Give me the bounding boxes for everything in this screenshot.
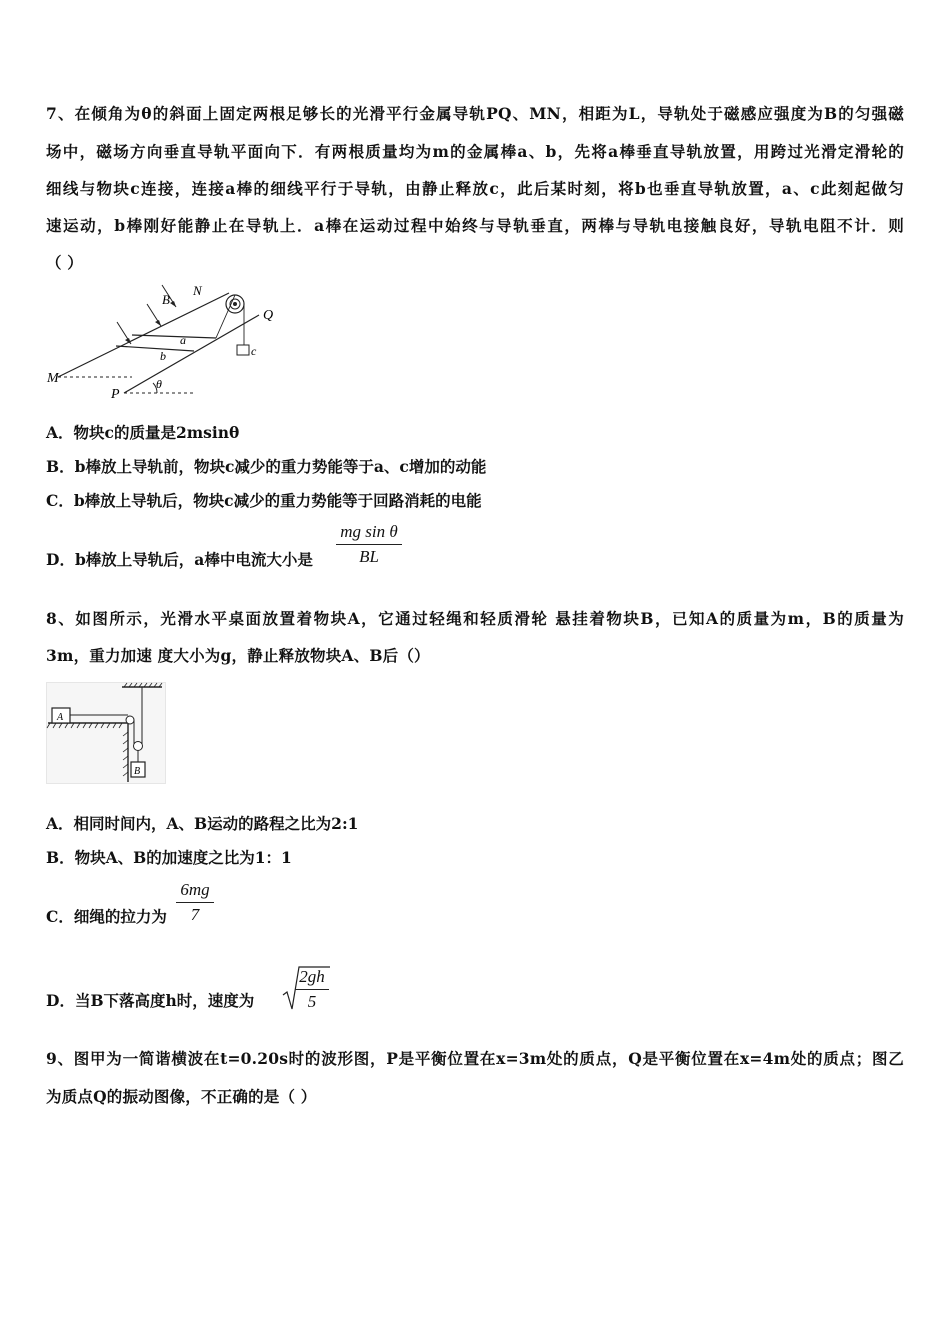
q8-option-c-fraction	[176, 880, 214, 925]
fraction-numerator: 2gh	[299, 967, 325, 986]
fraction-denominator: BL	[359, 547, 379, 566]
q9-line-1: 9、图甲为一简谐横波在t=0.20s时的波形图，P是平衡位置在x=3m处的质点，Q是平衡位置在x=4m处的质点；图乙	[46, 1049, 904, 1068]
q7-line-4: 速运动，b棒刚好能静止在导轨上．a棒在运动过程中始终与导轨垂直，两棒与导轨电接触良好，导轨电阻不计．则	[46, 216, 904, 235]
q8-option-b: B．物块A、B的加速度之比为1：1	[46, 848, 292, 867]
q7-line-2: 场中，磁场方向垂直导轨平面向下．有两根质量均为m的金属棒a、b，先将a棒垂直导轨放置，用跨过光滑定滑轮的	[46, 142, 904, 161]
label-b: b	[160, 349, 166, 363]
q8-option-d: D．当B下落高度h时，速度为	[46, 991, 255, 1010]
label-block-b: B	[134, 766, 141, 777]
q7-option-d: D．b棒放上导轨后，a棒中电流大小是	[46, 550, 313, 569]
fraction-denominator: 7	[190, 905, 200, 924]
q7-option-d-fraction	[336, 522, 402, 567]
q7-figure-rails-diagram	[44, 282, 294, 404]
label-theta: θ	[156, 377, 162, 391]
label-a: a	[180, 333, 186, 347]
q9-line-2: 为质点Q的振动图像，不正确的是（ ）	[46, 1087, 317, 1106]
label-N: N	[193, 283, 202, 298]
label-Q: Q	[263, 308, 274, 323]
q7-option-c: C．b棒放上导轨后，物块c减少的重力势能等于回路消耗的电能	[46, 491, 482, 510]
q8-option-d-fraction	[295, 967, 329, 1012]
q8-line-2: 3m，重力加速 度大小为g，静止释放物块A、B后（）	[46, 646, 430, 665]
q7-line-3: 细线与物块c连接，连接a棒的细线平行于导轨，由静止释放c，此后某时刻，将b也垂直导轨放置，a、c此刻起做匀	[46, 179, 904, 198]
label-block-a: A	[57, 712, 64, 723]
fraction-denominator: 5	[307, 992, 317, 1011]
q8-option-c: C．细绳的拉力为	[46, 907, 167, 926]
label-c: c	[251, 344, 257, 358]
q7-option-b: B．b棒放上导轨前，物块c减少的重力势能等于a、c增加的动能	[46, 457, 487, 476]
q7-line-1: 7、在倾角为θ的斜面上固定两根足够长的光滑平行金属导轨PQ、MN，相距为L，导轨处于磁感应强度为B的匀强磁	[46, 104, 904, 123]
label-P: P	[111, 387, 120, 402]
q8-option-a: A．相同时间内，A、B运动的路程之比为2:1	[46, 814, 359, 833]
q8-line-1: 8、如图所示，光滑水平桌面放置着物块A，它通过轻绳和轻质滑轮 悬挂着物块B，已知A的质量为m，B的质量为	[46, 609, 904, 628]
q7-line-5: （ ）	[46, 253, 83, 272]
q8-figure-pulley-diagram	[46, 682, 166, 784]
fraction-numerator: 6mg	[180, 880, 210, 899]
q7-option-a: A．物块c的质量是2msinθ	[46, 423, 240, 442]
label-M: M	[47, 371, 59, 386]
label-B: B	[162, 292, 170, 307]
fraction-numerator: mg sin θ	[340, 522, 398, 541]
